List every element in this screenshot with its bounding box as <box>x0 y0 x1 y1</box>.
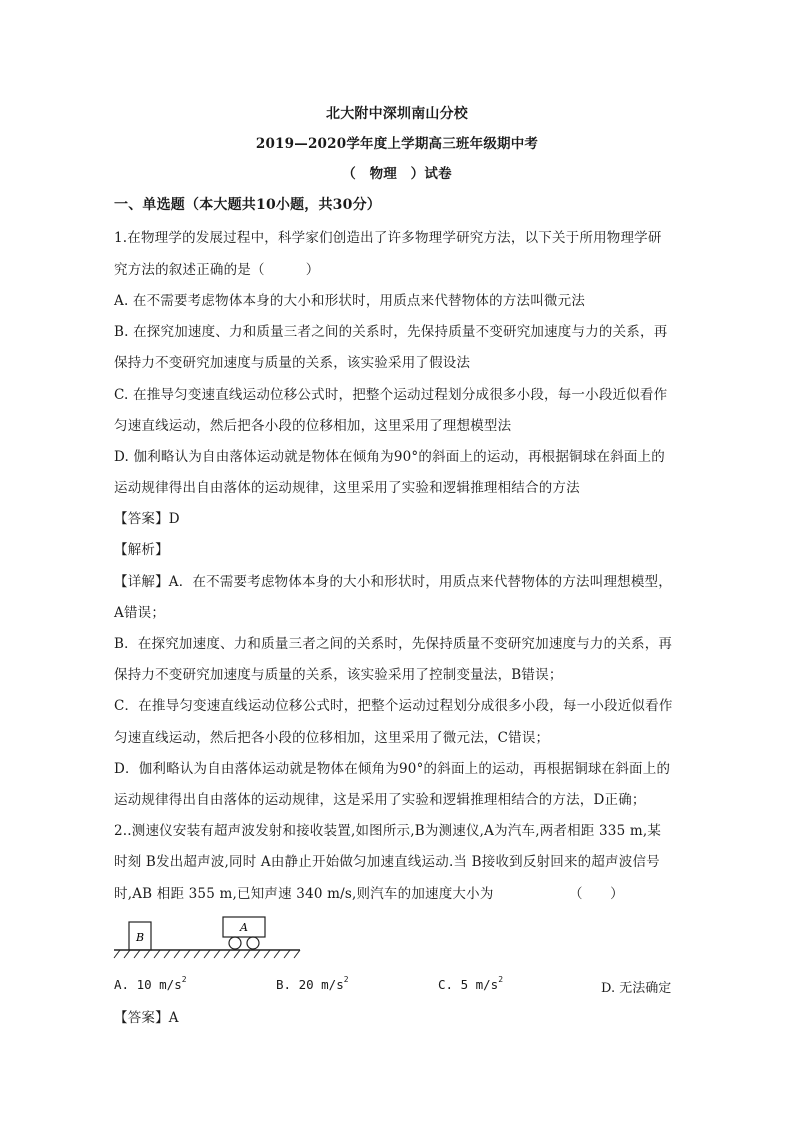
q1-detail-line5: C．在推导匀变速直线运动位移公式时，把整个运动过程划分成很多小段，每一小段近似看作 <box>114 698 673 714</box>
q2-stem-line3: 时,AB 相距 355 m,已知声速 340 m/s,则汽车的加速度大小为 （ ） <box>114 886 624 902</box>
q1-option-b-line1: B. 在探究加速度、力和质量三者之间的关系时，先保持质量不变研究加速度与力的关系，再 <box>114 324 668 340</box>
q1-detail-line6: 匀速直线运动，然后把各小段的位移相加，这里采用了微元法，C错误； <box>114 730 550 746</box>
q2-option-d: D. 无法确定 <box>601 981 672 996</box>
q1-answer: 【答案】D <box>114 511 180 527</box>
car-a-wheel-left <box>229 937 241 949</box>
q1-detail-line4: 保持力不变研究加速度与质量的关系，该实验采用了控制变量法，B错误； <box>114 667 563 683</box>
q2-option-b: B. 20 $m/s^2$ <box>276 975 349 992</box>
car-a-label: A <box>240 921 248 934</box>
q2-answer: 【答案】A <box>114 1010 179 1026</box>
q1-option-d-line2: 运动规律得出自由落体的运动规律，这里采用了实验和逻辑推理相结合的方法 <box>114 480 580 496</box>
q1-option-c-line1: C. 在推导匀变速直线运动位移公式时，把整个运动过程划分成很多小段，每一小段近似看作 <box>114 387 668 403</box>
q2-option-a: A. 10 $m/s^2$ <box>114 975 187 992</box>
q1-stem-line2: 究方法的叙述正确的是（ ） <box>114 262 320 278</box>
q2-stem-line1: 2..测速仪安装有超声波发射和接收装置,如图所示,B为测速仪,A为汽车,两者相距 335 m,某 <box>114 823 662 839</box>
car-a-wheel-right <box>247 937 259 949</box>
q1-stem-line1: 1.在物理学的发展过程中，科学家们创造出了许多物理学研究方法，以下关于所用物理学研 <box>114 230 662 246</box>
q2-options <box>114 977 684 995</box>
q1-detail-line1: 【详解】A．在不需要考虑物体本身的大小和形状时，用质点来代替物体的方法叫理想模型， <box>114 574 672 590</box>
q1-option-c-line2: 匀速直线运动，然后把各小段的位移相加，这里采用了理想模型法 <box>114 418 512 434</box>
ground-hatching <box>114 950 300 958</box>
q1-detail-line2: A错误； <box>114 605 166 621</box>
subject-title: （ 物理 ）试卷 <box>342 166 452 182</box>
q1-detail-line3: B．在探究加速度、力和质量三者之间的关系时，先保持质量不变研究加速度与力的关系，再 <box>114 636 673 652</box>
q1-option-b-line2: 保持力不变研究加速度与质量的关系，该实验采用了假设法 <box>114 355 471 371</box>
q1-option-a: A. 在不需要考虑物体本身的大小和形状时，用质点来代替物体的方法叫微元法 <box>114 293 586 309</box>
q1-detail-line8: 运动规律得出自由落体的运动规律，这是采用了实验和逻辑推理相结合的方法，D正确； <box>114 792 646 808</box>
q1-detail-line7: D．伽利略认为自由落体运动就是物体在倾角为90°的斜面上的运动，再根据铜球在斜面上的 <box>114 761 671 777</box>
detector-b-label: B <box>135 931 145 944</box>
q2-figure <box>112 912 302 970</box>
exam-term-title: 2019—2020学年度上学期高三班年级期中考 <box>255 136 539 152</box>
q1-option-d-line1: D. 伽利略认为自由落体运动就是物体在倾角为90°的斜面上的运动，再根据铜球在斜面上的 <box>114 449 665 465</box>
q1-analysis-label: 【解析】 <box>114 542 169 558</box>
q2-stem-line2: 时刻 B发出超声波,同时 A由静止开始做匀加速直线运动.当 B接收到反射回来的超声波信号 <box>114 854 660 870</box>
school-title: 北大附中深圳南山分校 <box>326 106 468 122</box>
section-heading: 一、单选题（本大题共10小题，共30分） <box>114 197 381 213</box>
q2-option-c: C. 5 $m/s^2$ <box>438 975 504 992</box>
